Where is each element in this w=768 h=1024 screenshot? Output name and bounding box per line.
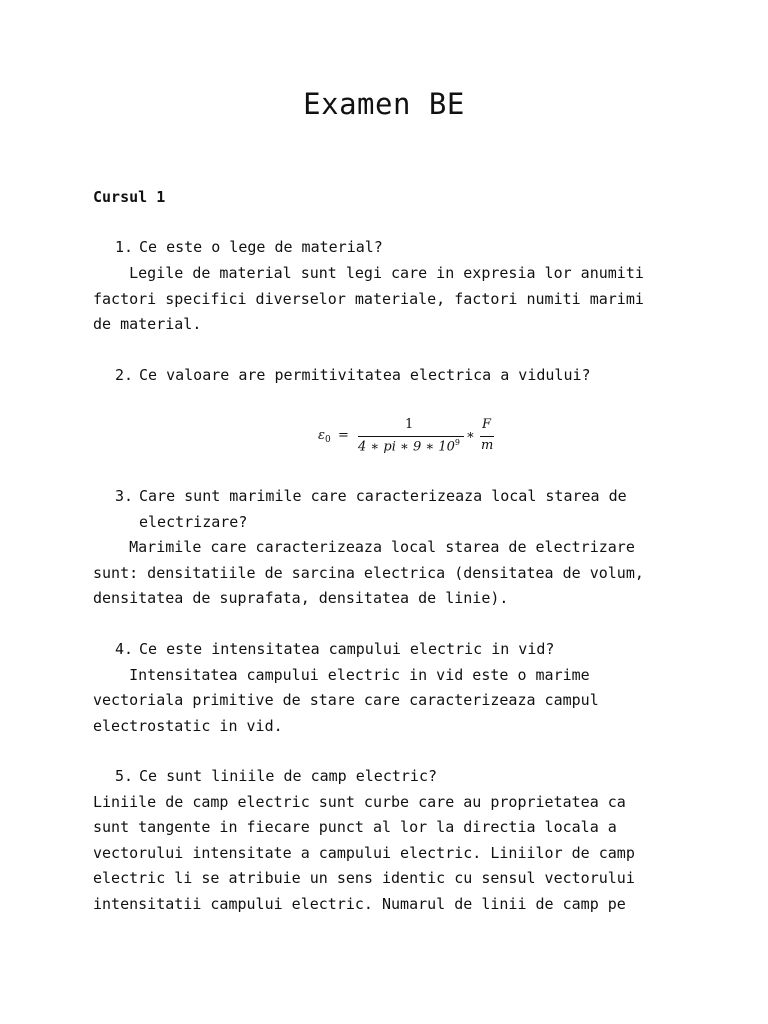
question-3 (115, 484, 685, 510)
answer-3-line-1: Marimile care caracterizeaza local starea de electrizare (93, 538, 635, 556)
formula-times: ∗ (466, 428, 475, 443)
answer-4-line-3: electrostatic in vid. (93, 716, 283, 735)
formula-denominator-2: m (481, 438, 494, 453)
answer-1-line-3: de material. (93, 315, 202, 333)
formula-equals: = (338, 428, 349, 443)
question-text: Ce este intensitatea campului electric in vid? (139, 640, 555, 658)
formula-lhs: $\varepsilon_0$ (318, 428, 331, 445)
answer-1-line-2: factori specifici diverselor materiale, factori numiti marimi (93, 289, 644, 308)
question-2 (115, 363, 685, 389)
answer-3-line-2: sunt: densitatiile de sarcina electrica (densitatea de volum, (93, 563, 644, 582)
formula-numerator-2: F (482, 417, 492, 432)
question-1 (115, 235, 685, 261)
question-number: 2. (115, 366, 134, 384)
fraction-bar-2 (480, 436, 494, 437)
question-4 (115, 637, 685, 663)
answer-5-line-2: sunt tangente in fiecare punct al lor la directia locala a (93, 818, 617, 836)
question-5 (115, 764, 685, 790)
answer-5-line-5: intensitatii campului electric. Numarul de linii de camp pe (93, 894, 626, 913)
question-number: 4. (115, 640, 134, 658)
question-text: Ce este o lege de material? (139, 238, 383, 256)
formula-numerator-1: 1 (405, 417, 414, 432)
question-number: 3. (115, 487, 134, 505)
question-text: Ce sunt liniile de camp electric? (139, 767, 438, 785)
answer-4-line-1: Intensitatea campului electric in vid este o marime (93, 665, 590, 684)
answer-5-line-4: electric li se atribuie un sens identic cu sensul vectorului (93, 869, 635, 887)
fraction-bar-1 (358, 436, 464, 437)
section-heading: Cursul 1 (93, 188, 166, 206)
question-number: 5. (115, 767, 134, 785)
question-number: 1. (115, 238, 134, 256)
question-text: Care sunt marimile care caracterizeaza local starea de (139, 487, 627, 505)
question-3-continuation: electrizare? (139, 512, 248, 531)
answer-3-line-3: densitatea de suprafata, densitatea de linie). (93, 589, 509, 607)
answer-4-line-2: vectoriala primitive de stare care caracterizeaza campul (93, 691, 599, 709)
answer-1-line-1: Legile de material sunt legi care in expresia lor anumiti (93, 264, 644, 282)
formula-denominator-1: 4 ∗ pi ∗ 9 ∗ $10^9$ (358, 438, 460, 455)
question-text: Ce valoare are permitivitatea electrica a vidului? (139, 366, 591, 384)
answer-5-line-3: vectorului intensitate a campului electric. Liniilor de camp (93, 843, 635, 862)
document-title: Examen BE (303, 87, 465, 121)
answer-5-line-1: Liniile de camp electric sunt curbe care au proprietatea ca (93, 792, 626, 811)
